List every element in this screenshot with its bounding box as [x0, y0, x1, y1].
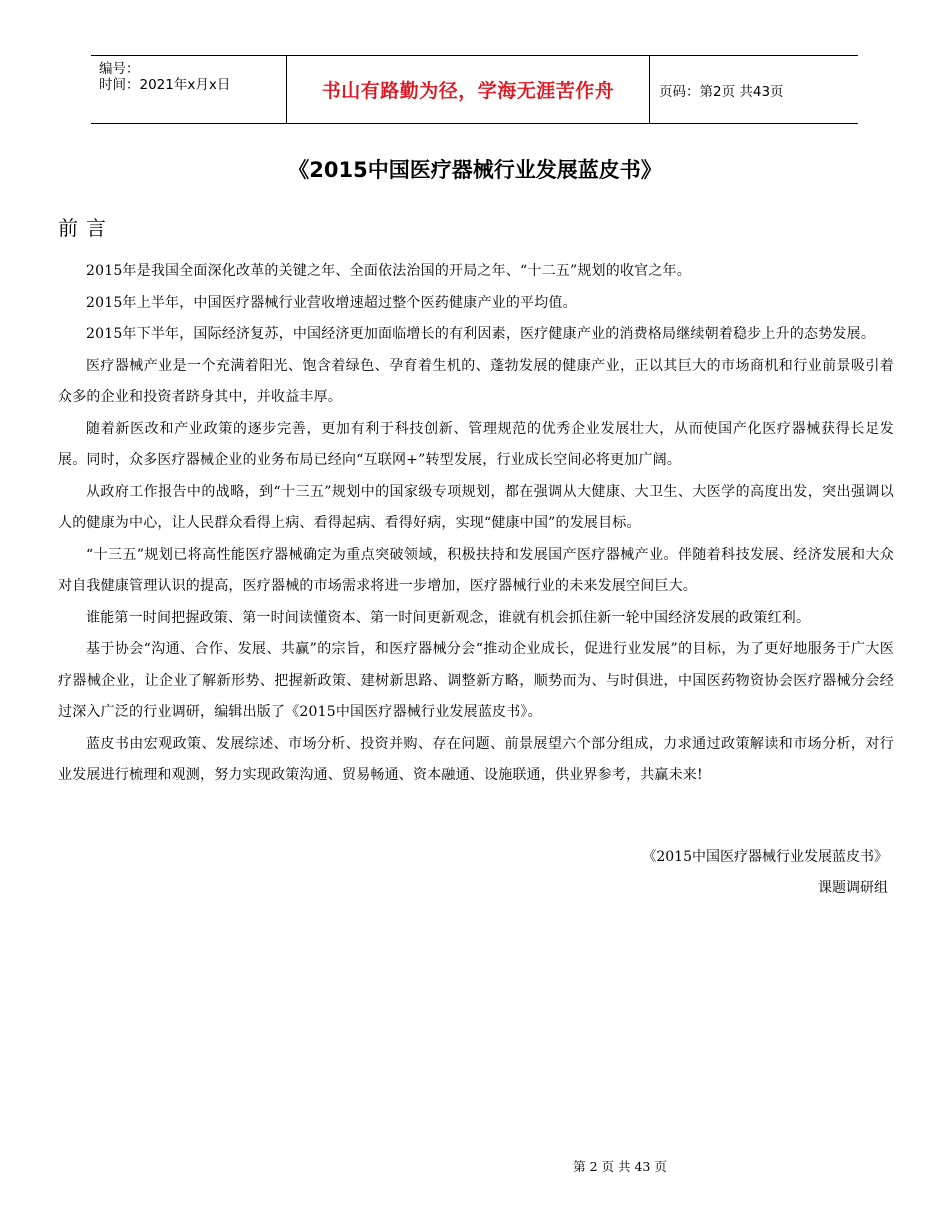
- paragraph: 医疗器械产业是一个充满着阳光、饱含着绿色、孕育着生机的、蓬勃发展的健康产业，正以其巨大的市场商机和行业前景吸引着众多的企业和投资者跻身其中，并收益丰厚。: [58, 357, 894, 405]
- header-page-info: 页码：第2页 共43页: [659, 83, 784, 100]
- paragraph: 随着新医改和产业政策的逐步完善，更加有利于科技创新、管理规范的优秀企业发展壮大，从而使国产化医疗器械获得长足发展。同时，众多医疗器械企业的业务布局已经向“互联网+”转型发展，行业成长空间必将更加广阔。: [58, 420, 894, 468]
- paragraph: 2015年是我国全面深化改革的关键之年、全面依法治国的开局之年、“十二五”规划的收官之年。: [86, 263, 691, 279]
- paragraph: 2015年下半年，国际经济复苏，中国经济更加面临增长的有利因素，医疗健康产业的消费格局继续朝着稳步上升的态势发展。: [86, 326, 876, 342]
- paragraph: 2015年上半年，中国医疗器械行业营收增速超过整个医药健康产业的平均值。: [86, 294, 577, 311]
- section-heading: 前言: [58, 216, 114, 240]
- header-motto: 书山有路勤为径，学海无涯苦作舟: [321, 80, 615, 102]
- paragraph: “十三五”规划已将高性能医疗器械确定为重点突破领域，积极扶持和发展国产医疗器械产业。伴随着科技发展、经济发展和大众对自我健康管理认识的提高，医疗器械的市场需求将进一步增加，医疗器械行业的未来发展空间巨大。: [58, 546, 894, 594]
- paragraph: 蓝皮书由宏观政策、发展综述、市场分析、投资并购、存在问题、前景展望六个部分组成，力求通过政策解读和市场分析，对行业发展进行梳理和观测，努力实现政策沟通、贸易畅通、资本融通、设施联通，供业界参考，共赢未来!: [58, 735, 894, 783]
- signature-book-title: 《2015中国医疗器械行业发展蓝皮书》: [642, 849, 888, 865]
- page-footer: 第 2 页 共 43 页: [573, 1159, 667, 1174]
- number-label: 编号：: [99, 61, 140, 77]
- paragraph: 从政府工作报告中的战略，到“十三五”规划中的国家级专项规划，都在强调从大健康、大卫生、大医学的高度出发，突出强调以人的健康为中心，让人民群众看得上病、看得起病、看得好病，实现“健康中国”的发展目标。: [58, 483, 894, 531]
- page-header: [91, 55, 858, 124]
- preface-body: [58, 256, 894, 792]
- time-label: 时间：2021年x月x日: [99, 77, 231, 93]
- header-meta: [99, 61, 230, 93]
- signature-group: 课题调研组: [818, 880, 888, 896]
- document-title: 《2015中国医疗器械行业发展蓝皮书》: [288, 158, 662, 182]
- paragraph: 基于协会“沟通、合作、发展、共赢”的宗旨，和医疗器械分会“推动企业成长，促进行业发展”的目标，为了更好地服务于广大医疗器械企业，让企业了解新形势、把握新政策、建树新思路、调整新方略，顺势而为、与时俱进，中国医药物资协会医疗器械分会经过深入广泛的行业调研，编辑出版了《2015中国医疗器械行业发展蓝皮书》。: [58, 641, 894, 720]
- header-divider: [649, 56, 650, 123]
- paragraph: 谁能第一时间把握政策、第一时间读懂资本、第一时间更新观念，谁就有机会抓住新一轮中国经济发展的政策红利。: [86, 609, 811, 626]
